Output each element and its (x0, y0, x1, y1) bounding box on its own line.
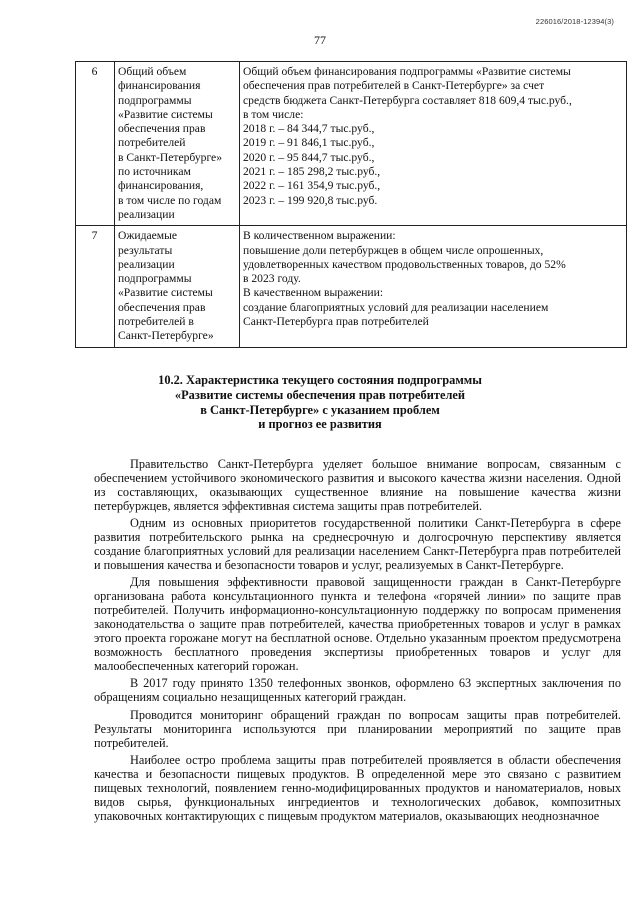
value-line: создание благоприятных условий для реализации населением (243, 300, 549, 314)
registration-stamp: 226016/2018-12394(3) (535, 17, 614, 26)
name-line: финансирования, (118, 179, 204, 193)
name-line: подпрограммы (118, 93, 192, 107)
section-title-line: в Санкт-Петербурге» с указанием проблем (200, 402, 440, 417)
name-line: в том числе по годам (118, 193, 222, 207)
row-value (240, 226, 627, 347)
section-title-line: «Развитие системы обеспечения прав потребителей (174, 387, 466, 402)
value-line: средств бюджета Санкт-Петербурга составляет 818 609,4 тыс.руб., (243, 93, 572, 107)
paragraph: Наиболее остро проблема защиты прав потребителей проявляется в области обеспечения качества и безопасности пищевых продуктов. В определенной мере это связано с развитием пищевых технологий, появлением генно-модифицированных продуктов и наноматериалов, новых видов сырья, функциональных ингредиентов и технологических добавок, композитных упаковочных контактирующих с пищевым продуктом материалов, оказывающих неоднозначное (94, 753, 621, 823)
value-line: повышение доли петербуржцев в общем числе опрошенных, (243, 243, 544, 257)
body-text (94, 458, 621, 827)
value-line: в 2023 году. (243, 272, 301, 286)
name-line: потребителей в (118, 315, 194, 329)
table-row (76, 226, 627, 347)
paragraph: Проводится мониторинг обращений граждан по вопросам защиты прав потребителей. Результаты мониторинга используются при планировании мероприятий по защите прав потребителей. (94, 707, 621, 750)
row-value (240, 62, 627, 226)
row-name (115, 62, 240, 226)
name-line: потребителей (118, 136, 186, 150)
name-line: по источникам (118, 165, 191, 179)
name-line: «Развитие системы (118, 286, 213, 300)
value-line: В качественном выражении: (243, 286, 384, 300)
value-line: удовлетворенных качеством продовольственных товаров, до 52% (243, 257, 566, 271)
name-line: в Санкт-Петербурге» (118, 150, 222, 164)
name-line: результаты (118, 243, 173, 257)
row-number: 6 (76, 62, 115, 226)
value-line: в том числе: (243, 107, 304, 121)
paragraph: Одним из основных приоритетов государственной политики Санкт-Петербурга в сфере развития потребительского рынка на среднесрочную и долгосрочную перспективу является создание благоприятных условий для реализации населением Санкт-Петербурга прав потребителей и повышения качества и безопасности товаров и услуг, реализуемых в Санкт-Петербурге. (94, 516, 621, 573)
value-line: 2021 г. – 185 298,2 тыс.руб., (243, 165, 381, 179)
value-line: обеспечения прав потребителей в Санкт-Петербурге» за счет (243, 79, 545, 93)
name-line: Санкт-Петербурге» (118, 329, 214, 343)
name-line: реализации (118, 257, 175, 271)
section-title-line: и прогноз ее развития (258, 417, 382, 432)
value-line: Общий объем финансирования подпрограммы «Развитие системы (243, 65, 571, 78)
page-number: 77 (314, 33, 326, 47)
value-line: 2020 г. – 95 844,7 тыс.руб., (243, 150, 375, 164)
value-line: В количественном выражении: (243, 229, 396, 243)
value-line: 2022 г. – 161 354,9 тыс.руб., (243, 179, 381, 193)
name-line: реализации (118, 207, 175, 221)
section-title-line: 10.2. Характеристика текущего состояния подпрограммы (158, 373, 482, 387)
name-line: «Развитие системы (118, 107, 213, 121)
name-line: финансирования (118, 79, 201, 93)
value-line: 2018 г. – 84 344,7 тыс.руб., (243, 122, 375, 136)
value-line: 2023 г. – 199 920,8 тыс.руб. (243, 193, 378, 207)
subprogram-passport-table (75, 61, 627, 348)
name-line: обеспечения прав (118, 122, 206, 136)
section-title (0, 373, 640, 432)
paragraph: Для повышения эффективности правовой защищенности граждан в Санкт-Петербурге организована работа консультационного пункта и телефона «горячей линии» по защите прав потребителей. Получить информационно-консультационную поддержку по вопросам применения законодательства о защите прав потребителей, качества приобретенных товаров и услуг в рамках этого проекта горожане могут на бесплатной основе. Отдельно указанным проектом предусмотрена возможность бесплатного проведения экспертизы приобретенных товаров и услуг для малообеспеченных категорий горожан. (94, 575, 621, 674)
value-line: 2019 г. – 91 846,1 тыс.руб., (243, 136, 375, 150)
name-line: обеспечения прав (118, 300, 206, 314)
name-line: подпрограммы (118, 272, 192, 286)
row-number: 7 (76, 226, 115, 347)
paragraph: В 2017 году принято 1350 телефонных звонков, оформлено 63 экспертных заключения по обращениям социально незащищенных категорий граждан. (94, 676, 621, 705)
row-name (115, 226, 240, 347)
name-line: Ожидаемые (118, 229, 178, 243)
value-line: Санкт-Петербурга прав потребителей (243, 315, 429, 329)
table-row (76, 62, 627, 226)
paragraph: Правительство Санкт-Петербурга уделяет большое внимание вопросам, связанным с обеспечением устойчивого экономического развития и высокого качества жизни населения. Одной из составляющих, оказывающих существенное влияние на повышение качества жизни петербуржцев, является эффективная система защиты прав потребителей. (94, 457, 621, 513)
name-line: Общий объем (118, 65, 187, 78)
